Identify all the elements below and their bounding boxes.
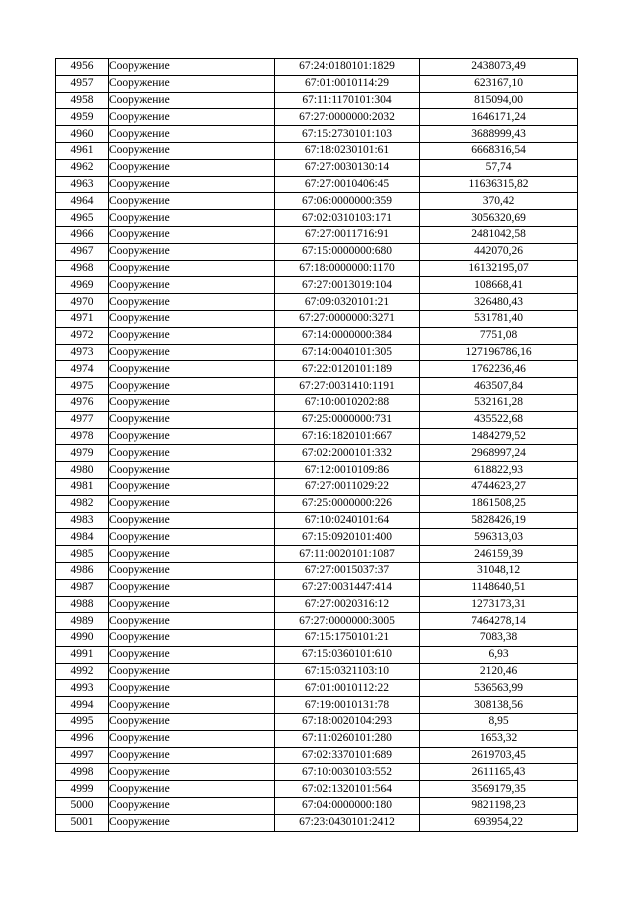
row-number-cell: 5001 xyxy=(56,814,109,831)
row-number-cell: 4965 xyxy=(56,210,109,227)
table-row xyxy=(56,378,578,395)
row-number-cell: 4972 xyxy=(56,327,109,344)
table-row xyxy=(56,142,578,159)
table-row xyxy=(56,529,578,546)
table-row xyxy=(56,193,578,210)
object-type-cell: Сооружение xyxy=(109,798,275,815)
cadastral-number-cell: 67:04:0000000:180 xyxy=(275,798,420,815)
object-type-cell: Сооружение xyxy=(109,579,275,596)
table-row xyxy=(56,462,578,479)
cadastral-value-cell: 7751,08 xyxy=(420,327,578,344)
cadastral-number-cell: 67:23:0430101:2412 xyxy=(275,814,420,831)
table-row xyxy=(56,75,578,92)
row-number-cell: 4986 xyxy=(56,562,109,579)
cadastral-value-cell: 693954,22 xyxy=(420,814,578,831)
row-number-cell: 4995 xyxy=(56,714,109,731)
row-number-cell: 4994 xyxy=(56,697,109,714)
cadastral-value-cell: 2619703,45 xyxy=(420,747,578,764)
table-row xyxy=(56,92,578,109)
cadastral-value-cell: 1653,32 xyxy=(420,730,578,747)
cadastral-value-cell: 618822,93 xyxy=(420,462,578,479)
cadastral-value-cell: 3688999,43 xyxy=(420,126,578,143)
table-row xyxy=(56,310,578,327)
row-number-cell: 4983 xyxy=(56,512,109,529)
object-type-cell: Сооружение xyxy=(109,697,275,714)
cadastral-value-cell: 108668,41 xyxy=(420,277,578,294)
cadastral-value-cell: 3056320,69 xyxy=(420,210,578,227)
row-number-cell: 4977 xyxy=(56,411,109,428)
table-row xyxy=(56,697,578,714)
object-type-cell: Сооружение xyxy=(109,59,275,76)
table-row xyxy=(56,226,578,243)
row-number-cell: 4976 xyxy=(56,394,109,411)
row-number-cell: 4964 xyxy=(56,193,109,210)
cadastral-number-cell: 67:27:0000000:3271 xyxy=(275,310,420,327)
cadastral-value-cell: 370,42 xyxy=(420,193,578,210)
property-table xyxy=(55,58,578,832)
object-type-cell: Сооружение xyxy=(109,142,275,159)
cadastral-value-cell: 308138,56 xyxy=(420,697,578,714)
row-number-cell: 4963 xyxy=(56,176,109,193)
cadastral-number-cell: 67:27:0000000:3005 xyxy=(275,613,420,630)
table-row xyxy=(56,546,578,563)
row-number-cell: 4969 xyxy=(56,277,109,294)
cadastral-value-cell: 1148640,51 xyxy=(420,579,578,596)
cadastral-number-cell: 67:15:2730101:103 xyxy=(275,126,420,143)
cadastral-number-cell: 67:14:0040101:305 xyxy=(275,344,420,361)
cadastral-number-cell: 67:27:0031410:1191 xyxy=(275,378,420,395)
object-type-cell: Сооружение xyxy=(109,75,275,92)
row-number-cell: 5000 xyxy=(56,798,109,815)
cadastral-number-cell: 67:01:0010114:29 xyxy=(275,75,420,92)
row-number-cell: 4971 xyxy=(56,310,109,327)
cadastral-number-cell: 67:18:0000000:1170 xyxy=(275,260,420,277)
row-number-cell: 4973 xyxy=(56,344,109,361)
row-number-cell: 4990 xyxy=(56,630,109,647)
cadastral-number-cell: 67:06:0000000:359 xyxy=(275,193,420,210)
cadastral-value-cell: 1484279,52 xyxy=(420,428,578,445)
cadastral-number-cell: 67:27:0013019:104 xyxy=(275,277,420,294)
object-type-cell: Сооружение xyxy=(109,310,275,327)
cadastral-value-cell: 8,95 xyxy=(420,714,578,731)
row-number-cell: 4970 xyxy=(56,294,109,311)
cadastral-value-cell: 2611165,43 xyxy=(420,764,578,781)
object-type-cell: Сооружение xyxy=(109,210,275,227)
cadastral-number-cell: 67:15:0360101:610 xyxy=(275,646,420,663)
cadastral-value-cell: 3569179,35 xyxy=(420,781,578,798)
row-number-cell: 4987 xyxy=(56,579,109,596)
cadastral-value-cell: 2120,46 xyxy=(420,663,578,680)
table-row xyxy=(56,596,578,613)
row-number-cell: 4958 xyxy=(56,92,109,109)
cadastral-value-cell: 1762236,46 xyxy=(420,361,578,378)
table-row xyxy=(56,781,578,798)
table-row xyxy=(56,210,578,227)
table-row xyxy=(56,428,578,445)
row-number-cell: 4999 xyxy=(56,781,109,798)
table-row xyxy=(56,814,578,831)
object-type-cell: Сооружение xyxy=(109,411,275,428)
table-row xyxy=(56,243,578,260)
cadastral-value-cell: 9821198,23 xyxy=(420,798,578,815)
object-type-cell: Сооружение xyxy=(109,243,275,260)
cadastral-value-cell: 596313,03 xyxy=(420,529,578,546)
object-type-cell: Сооружение xyxy=(109,478,275,495)
cadastral-number-cell: 67:02:2000101:332 xyxy=(275,445,420,462)
table-row xyxy=(56,176,578,193)
cadastral-number-cell: 67:18:0230101:61 xyxy=(275,142,420,159)
object-type-cell: Сооружение xyxy=(109,512,275,529)
table-row xyxy=(56,730,578,747)
row-number-cell: 4979 xyxy=(56,445,109,462)
table-row xyxy=(56,445,578,462)
row-number-cell: 4982 xyxy=(56,495,109,512)
row-number-cell: 4991 xyxy=(56,646,109,663)
table-row xyxy=(56,478,578,495)
table-row xyxy=(56,646,578,663)
row-number-cell: 4966 xyxy=(56,226,109,243)
row-number-cell: 4981 xyxy=(56,478,109,495)
cadastral-value-cell: 4744623,27 xyxy=(420,478,578,495)
cadastral-value-cell: 7083,38 xyxy=(420,630,578,647)
row-number-cell: 4960 xyxy=(56,126,109,143)
cadastral-number-cell: 67:27:0011029:22 xyxy=(275,478,420,495)
cadastral-number-cell: 67:10:0030103:552 xyxy=(275,764,420,781)
table-row xyxy=(56,411,578,428)
object-type-cell: Сооружение xyxy=(109,495,275,512)
cadastral-number-cell: 67:10:0240101:64 xyxy=(275,512,420,529)
cadastral-number-cell: 67:16:1820101:667 xyxy=(275,428,420,445)
cadastral-value-cell: 326480,43 xyxy=(420,294,578,311)
cadastral-number-cell: 67:15:0920101:400 xyxy=(275,529,420,546)
cadastral-number-cell: 67:15:1750101:21 xyxy=(275,630,420,647)
cadastral-value-cell: 435522,68 xyxy=(420,411,578,428)
table-row xyxy=(56,159,578,176)
object-type-cell: Сооружение xyxy=(109,781,275,798)
cadastral-number-cell: 67:01:0010112:22 xyxy=(275,680,420,697)
cadastral-value-cell: 442070,26 xyxy=(420,243,578,260)
object-type-cell: Сооружение xyxy=(109,277,275,294)
cadastral-number-cell: 67:27:0010406:45 xyxy=(275,176,420,193)
row-number-cell: 4989 xyxy=(56,613,109,630)
table-row xyxy=(56,126,578,143)
row-number-cell: 4984 xyxy=(56,529,109,546)
table-row xyxy=(56,495,578,512)
table-row xyxy=(56,361,578,378)
cadastral-number-cell: 67:15:0000000:680 xyxy=(275,243,420,260)
object-type-cell: Сооружение xyxy=(109,294,275,311)
cadastral-number-cell: 67:27:0000000:2032 xyxy=(275,109,420,126)
cadastral-number-cell: 67:19:0010131:78 xyxy=(275,697,420,714)
row-number-cell: 4997 xyxy=(56,747,109,764)
cadastral-value-cell: 127196786,16 xyxy=(420,344,578,361)
cadastral-value-cell: 6,93 xyxy=(420,646,578,663)
cadastral-value-cell: 531781,40 xyxy=(420,310,578,327)
object-type-cell: Сооружение xyxy=(109,462,275,479)
cadastral-number-cell: 67:14:0000000:384 xyxy=(275,327,420,344)
object-type-cell: Сооружение xyxy=(109,445,275,462)
row-number-cell: 4980 xyxy=(56,462,109,479)
object-type-cell: Сооружение xyxy=(109,344,275,361)
cadastral-value-cell: 2438073,49 xyxy=(420,59,578,76)
row-number-cell: 4996 xyxy=(56,730,109,747)
cadastral-number-cell: 67:11:0260101:280 xyxy=(275,730,420,747)
cadastral-value-cell: 532161,28 xyxy=(420,394,578,411)
object-type-cell: Сооружение xyxy=(109,361,275,378)
cadastral-number-cell: 67:09:0320101:21 xyxy=(275,294,420,311)
row-number-cell: 4962 xyxy=(56,159,109,176)
cadastral-value-cell: 815094,00 xyxy=(420,92,578,109)
cadastral-value-cell: 16132195,07 xyxy=(420,260,578,277)
row-number-cell: 4967 xyxy=(56,243,109,260)
object-type-cell: Сооружение xyxy=(109,378,275,395)
table-row xyxy=(56,764,578,781)
cadastral-value-cell: 2481042,58 xyxy=(420,226,578,243)
row-number-cell: 4959 xyxy=(56,109,109,126)
table-row xyxy=(56,512,578,529)
cadastral-number-cell: 67:18:0020104:293 xyxy=(275,714,420,731)
table-row xyxy=(56,327,578,344)
object-type-cell: Сооружение xyxy=(109,613,275,630)
cadastral-number-cell: 67:15:0321103:10 xyxy=(275,663,420,680)
cadastral-value-cell: 623167,10 xyxy=(420,75,578,92)
cadastral-number-cell: 67:27:0030130:14 xyxy=(275,159,420,176)
cadastral-value-cell: 1646171,24 xyxy=(420,109,578,126)
row-number-cell: 4978 xyxy=(56,428,109,445)
object-type-cell: Сооружение xyxy=(109,764,275,781)
table-row xyxy=(56,579,578,596)
cadastral-number-cell: 67:27:0011716:91 xyxy=(275,226,420,243)
table-row xyxy=(56,747,578,764)
table-row xyxy=(56,277,578,294)
table-row xyxy=(56,59,578,76)
cadastral-value-cell: 7464278,14 xyxy=(420,613,578,630)
table-row xyxy=(56,663,578,680)
table-row xyxy=(56,680,578,697)
cadastral-value-cell: 536563,99 xyxy=(420,680,578,697)
object-type-cell: Сооружение xyxy=(109,92,275,109)
cadastral-value-cell: 11636315,82 xyxy=(420,176,578,193)
cadastral-number-cell: 67:02:3370101:689 xyxy=(275,747,420,764)
object-type-cell: Сооружение xyxy=(109,730,275,747)
cadastral-number-cell: 67:11:1170101:304 xyxy=(275,92,420,109)
row-number-cell: 4956 xyxy=(56,59,109,76)
cadastral-number-cell: 67:02:1320101:564 xyxy=(275,781,420,798)
row-number-cell: 4993 xyxy=(56,680,109,697)
object-type-cell: Сооружение xyxy=(109,260,275,277)
object-type-cell: Сооружение xyxy=(109,562,275,579)
row-number-cell: 4992 xyxy=(56,663,109,680)
cadastral-value-cell: 6668316,54 xyxy=(420,142,578,159)
table-row xyxy=(56,798,578,815)
object-type-cell: Сооружение xyxy=(109,109,275,126)
table-row xyxy=(56,630,578,647)
cadastral-number-cell: 67:24:0180101:1829 xyxy=(275,59,420,76)
table-row xyxy=(56,562,578,579)
table-row xyxy=(56,394,578,411)
cadastral-number-cell: 67:11:0020101:1087 xyxy=(275,546,420,563)
object-type-cell: Сооружение xyxy=(109,680,275,697)
table-row xyxy=(56,109,578,126)
cadastral-value-cell: 463507,84 xyxy=(420,378,578,395)
cadastral-value-cell: 2968997,24 xyxy=(420,445,578,462)
cadastral-value-cell: 246159,39 xyxy=(420,546,578,563)
row-number-cell: 4957 xyxy=(56,75,109,92)
object-type-cell: Сооружение xyxy=(109,714,275,731)
table-body xyxy=(56,59,578,832)
row-number-cell: 4974 xyxy=(56,361,109,378)
row-number-cell: 4968 xyxy=(56,260,109,277)
table-row xyxy=(56,260,578,277)
object-type-cell: Сооружение xyxy=(109,646,275,663)
object-type-cell: Сооружение xyxy=(109,226,275,243)
object-type-cell: Сооружение xyxy=(109,193,275,210)
cadastral-number-cell: 67:25:0000000:226 xyxy=(275,495,420,512)
cadastral-number-cell: 67:10:0010202:88 xyxy=(275,394,420,411)
table-row xyxy=(56,344,578,361)
object-type-cell: Сооружение xyxy=(109,747,275,764)
table-row xyxy=(56,714,578,731)
object-type-cell: Сооружение xyxy=(109,159,275,176)
cadastral-number-cell: 67:02:0310103:171 xyxy=(275,210,420,227)
cadastral-value-cell: 57,74 xyxy=(420,159,578,176)
cadastral-number-cell: 67:12:0010109:86 xyxy=(275,462,420,479)
object-type-cell: Сооружение xyxy=(109,126,275,143)
object-type-cell: Сооружение xyxy=(109,176,275,193)
object-type-cell: Сооружение xyxy=(109,596,275,613)
cadastral-number-cell: 67:27:0020316:12 xyxy=(275,596,420,613)
table-row xyxy=(56,294,578,311)
cadastral-number-cell: 67:22:0120101:189 xyxy=(275,361,420,378)
table-row xyxy=(56,613,578,630)
cadastral-value-cell: 1273173,31 xyxy=(420,596,578,613)
row-number-cell: 4988 xyxy=(56,596,109,613)
object-type-cell: Сооружение xyxy=(109,663,275,680)
cadastral-value-cell: 1861508,25 xyxy=(420,495,578,512)
row-number-cell: 4998 xyxy=(56,764,109,781)
row-number-cell: 4985 xyxy=(56,546,109,563)
object-type-cell: Сооружение xyxy=(109,529,275,546)
object-type-cell: Сооружение xyxy=(109,630,275,647)
cadastral-number-cell: 67:25:0000000:731 xyxy=(275,411,420,428)
cadastral-value-cell: 31048,12 xyxy=(420,562,578,579)
object-type-cell: Сооружение xyxy=(109,394,275,411)
object-type-cell: Сооружение xyxy=(109,327,275,344)
object-type-cell: Сооружение xyxy=(109,428,275,445)
row-number-cell: 4975 xyxy=(56,378,109,395)
object-type-cell: Сооружение xyxy=(109,546,275,563)
cadastral-number-cell: 67:27:0015037:37 xyxy=(275,562,420,579)
object-type-cell: Сооружение xyxy=(109,814,275,831)
cadastral-value-cell: 5828426,19 xyxy=(420,512,578,529)
cadastral-number-cell: 67:27:0031447:414 xyxy=(275,579,420,596)
row-number-cell: 4961 xyxy=(56,142,109,159)
